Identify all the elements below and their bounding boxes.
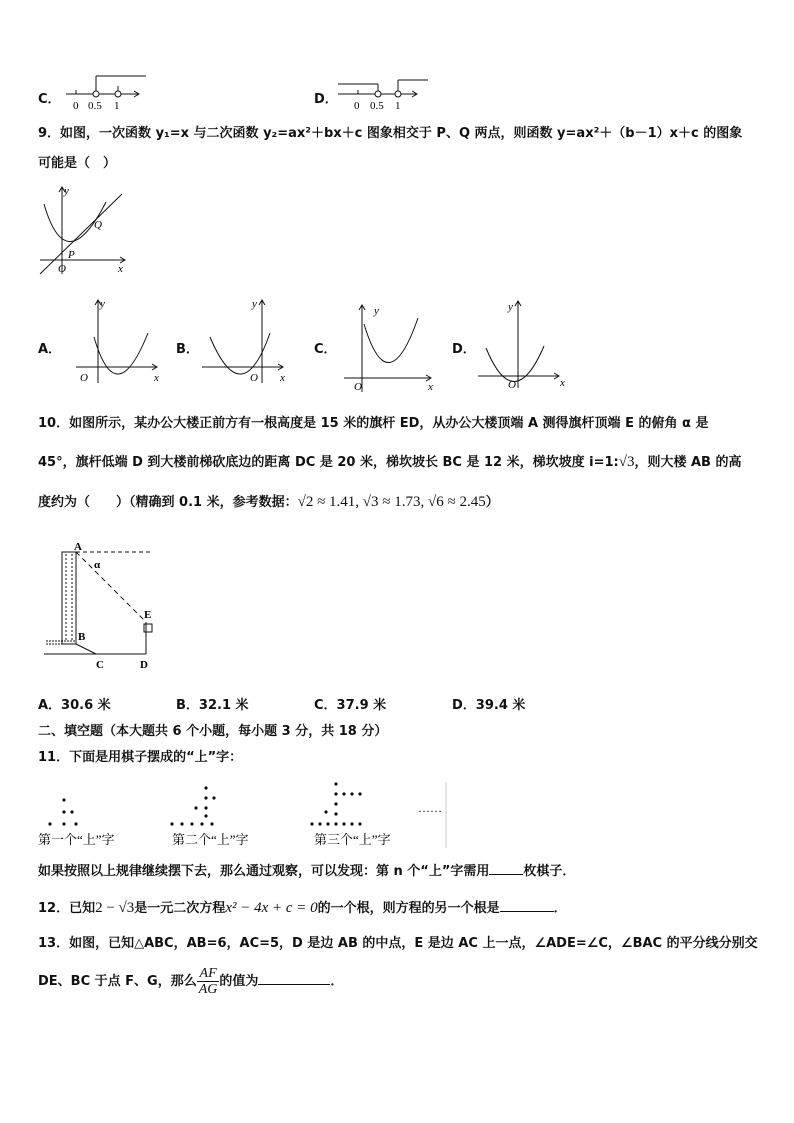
q9b-o: O [250,372,258,384]
q10-stem-line3a: 度约为（ ）（精确到 0.1 米，参考数据： [38,495,298,510]
q8-option-c-numberline [60,72,150,112]
q9-option-b-graph [198,295,298,387]
q11-figure [36,778,450,850]
q9-stem-line1: 9．如图，一次函数 y₁=x 与二次函数 y₂=ax²＋bx＋c 图象相交于 P、Q 两点，则函数 y=ax²＋（b－1）x＋c 的图象 [38,126,743,141]
q9d-x: x [560,377,565,389]
q8-option-d-label[interactable]: D． [314,92,338,107]
q10-label-a: A [74,541,82,553]
q12-equation: x² − 4x + c = 0 [225,900,318,916]
q11-question-b: 枚棋子． [523,864,576,879]
q13-answer-blank[interactable] [258,972,330,985]
q11-caption-3: 第三个“上”字 [314,832,391,847]
q8d-tick-05: 0.5 [370,100,384,112]
q9-option-d-graph [474,296,574,392]
q10-sqrt3: √3 [618,454,635,470]
q12-answer-blank[interactable] [500,899,554,912]
q9-stem-line2: 可能是（ ） [38,156,117,171]
q9-option-b-label[interactable]: B． [176,342,199,357]
q10-figure [40,538,170,678]
q12-root: 2 − √3 [95,900,135,916]
q10-label-alpha: α [94,559,101,571]
q8c-tick-1: 1 [114,100,120,112]
q13-stem-line2 [38,962,343,1002]
q12-part-c: 的一个根，则方程的另一个根是 [317,901,500,916]
q10-label-b: B [78,631,86,643]
q13-frac-num: AF [197,966,220,982]
q10-stem-line3b: ） [485,495,499,510]
q8c-tick-05: 0.5 [88,100,102,112]
q10-stem-line2a: 45°，旗杆低端 D 到大楼前梯砍底边的距离 DC 是 20 米，梯坎坡长 BC 是 12 米，梯坎坡度 i=1: [38,455,619,470]
q9-option-d-label[interactable]: D． [452,342,476,357]
q8d-tick-1: 1 [395,100,401,112]
q9-option-c-graph [340,300,444,396]
q10-option-b[interactable]: B．32.1 米 [176,698,249,713]
q9a-y: y [100,298,105,310]
q11-ellipsis: …… [418,801,442,815]
q11-stem: 11．下面是用棋子摆成的“上”字： [38,750,243,765]
q9b-x: x [280,372,285,384]
q8-option-d-numberline [336,72,436,112]
q10-stem-line2 [38,452,742,473]
q9-option-a-label[interactable]: A． [38,342,62,357]
q9b-y: y [252,298,257,310]
q12-part-d: ． [553,901,567,916]
q10-option-c[interactable]: C．37.9 米 [314,698,387,713]
q11-answer-blank[interactable] [489,862,523,875]
section2-heading: 二、填空题（本大题共 6 个小题，每小题 3 分，共 18 分） [38,724,388,739]
q10-stem-line1: 10．如图所示，某办公大楼正前方有一根高度是 15 米的旗杆 ED，从办公大楼顶端 A 测得旗杆顶端 E 的俯角 α 是 [38,416,709,431]
q10-label-d: D [140,659,148,671]
q13-stem-line1: 13．如图，已知△ABC，AB=6，AC=5，D 是边 AB 的中点，E 是边 AC 上一点，∠ADE=∠C，∠BAC 的平分线分别交 [38,936,758,951]
q10-option-d[interactable]: D．39.4 米 [452,698,526,713]
q9-main-origin: O [58,263,66,275]
q9-point-p: P [68,249,75,261]
q9c-o: O [354,381,362,393]
q9c-y: y [374,305,379,317]
q9-option-c-label[interactable]: C． [314,342,337,357]
q8-option-c-label[interactable]: C． [38,92,61,107]
q9-option-a-graph [72,295,172,387]
q10-stem-line3 [38,492,499,513]
q13-frac-den: AG [198,982,218,997]
q8c-tick-0: 0 [73,100,79,112]
q12-part-a: 12．已知 [38,901,96,916]
q8d-tick-0: 0 [354,100,360,112]
q12-stem [38,898,567,919]
q9d-o: O [508,379,516,391]
q13-part-b: 的值为 [219,974,259,989]
q9-main-y-label: y [64,185,69,197]
q12-part-b: 是一元二次方程 [134,901,226,916]
q13-fraction [197,966,220,997]
q9-main-graph [36,182,136,277]
q13-part-c: ． [330,974,344,989]
q9d-y: y [508,301,513,313]
q11-caption-2: 第二个“上”字 [172,832,249,847]
q11-question-a: 如果按照以上规律继续摆下去，那么通过观察，可以发现：第 n 个“上”字需用 [38,864,490,879]
q9-point-q: Q [94,219,102,231]
q11-question [38,862,575,882]
q9a-o: O [80,372,88,384]
q13-part-a: DE、BC 于点 F、G，那么 [38,974,197,989]
q9a-x: x [154,372,159,384]
q10-option-a[interactable]: A．30.6 米 [38,698,111,713]
q9c-x: x [428,381,433,393]
q10-label-c: C [96,659,104,671]
q10-stem-line2b: ，则大楼 AB 的高 [634,455,742,470]
q10-label-e: E [144,609,152,621]
q10-ref-values: √2 ≈ 1.41, √3 ≈ 1.73, √6 ≈ 2.45 [297,494,486,510]
q11-caption-1: 第一个“上”字 [38,832,115,847]
q9-main-x-label: x [118,263,123,275]
